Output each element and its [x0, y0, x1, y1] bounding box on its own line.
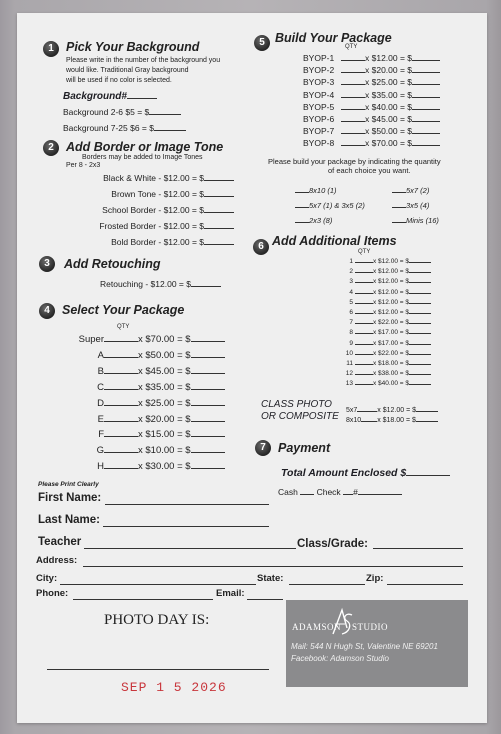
blank-line[interactable] [412, 137, 440, 146]
city-label: City: [36, 573, 58, 584]
package-label: A [97, 349, 104, 361]
select-package-heading: Select Your Package [62, 303, 185, 317]
additional-item-row[interactable] [341, 338, 431, 347]
byop-row[interactable] [303, 89, 440, 100]
package-row[interactable] [40, 349, 225, 361]
blank-line[interactable] [355, 378, 373, 385]
photo-day-line [47, 669, 269, 670]
school-border-label: School Border - $12.00 = $ [102, 205, 204, 215]
blank-line[interactable] [341, 137, 365, 146]
choice-5x7-label: 5x7 (2) [406, 186, 430, 195]
additional-items-heading: Add Additional Items [272, 234, 397, 248]
item-number: 2 [349, 268, 353, 276]
blank-line[interactable] [104, 349, 138, 358]
additional-item-row[interactable] [341, 368, 431, 377]
background-number-label: Background# [63, 91, 127, 102]
blank-line[interactable] [355, 327, 373, 334]
blank-line[interactable] [191, 428, 225, 437]
blank-line[interactable] [191, 460, 225, 469]
build-note-1: Please build your package by indicating the quantity [268, 157, 441, 166]
studio-mail-address: Mail: 544 N Hugh St, Valentine NE 69201 [291, 642, 438, 651]
step-3-badge: 3 [39, 256, 55, 272]
blank-line[interactable] [355, 317, 373, 324]
additional-item-row[interactable] [341, 358, 431, 367]
package-qty-header: QTY [117, 324, 130, 330]
blank-line[interactable] [412, 64, 440, 73]
item-number: 8 [349, 329, 353, 337]
blank-line[interactable] [409, 358, 431, 365]
byop-price: x $45.00 = $ [365, 114, 413, 124]
class-8x10-price: x $18.00 = $ [377, 417, 416, 424]
additional-item-row[interactable] [341, 297, 431, 306]
blank-line[interactable] [191, 381, 225, 390]
item-price: x $38.00 = $ [373, 370, 409, 378]
black-white-label: Black & White - $12.00 = $ [103, 173, 204, 183]
choice-2x3[interactable] [295, 214, 332, 225]
step-1-badge: 1 [43, 41, 59, 57]
teacher-label: Teacher [38, 536, 82, 548]
package-price: x $30.00 = $ [138, 461, 191, 473]
blank-line[interactable] [341, 113, 365, 122]
package-price: x $70.00 = $ [138, 334, 191, 345]
class-8x10-size: 8x10 [346, 417, 362, 424]
school-border-option[interactable] [40, 204, 234, 215]
address-input[interactable] [83, 566, 463, 567]
background-option-2-6-label: Background 2-6 $5 = $ [63, 107, 150, 117]
item-number: 11 [346, 360, 353, 367]
choice-8x10[interactable] [295, 184, 337, 195]
blank-line[interactable] [191, 444, 225, 453]
blank-line[interactable] [104, 365, 138, 374]
choice-3x5[interactable] [392, 199, 429, 210]
blank-line[interactable] [409, 327, 431, 334]
package-price: x $20.00 = $ [138, 413, 191, 425]
item-price: x $18.00 = $ [373, 360, 409, 367]
item-number: 5 [349, 298, 353, 306]
item-number: 10 [345, 349, 353, 357]
item-number: 7 [349, 319, 353, 327]
total-amount-label: Total Amount Enclosed $ [281, 467, 407, 479]
package-price: x $15.00 = $ [138, 429, 191, 441]
pick-background-heading: Pick Your Background [66, 40, 200, 54]
payment-heading: Payment [278, 441, 331, 455]
blank-line[interactable] [104, 444, 138, 453]
border-note-1: Borders may be added to Image Tones [82, 154, 203, 161]
step-7-badge: 7 [255, 440, 271, 456]
byop-row[interactable] [303, 52, 440, 63]
photo-day-label: PHOTO DAY IS: [104, 612, 210, 628]
byop-price: x $35.00 = $ [365, 89, 413, 100]
blank-line[interactable] [341, 52, 365, 61]
frosted-border-label: Frosted Border - $12.00 = $ [99, 221, 204, 231]
package-label: G [96, 445, 104, 457]
blank-line[interactable] [355, 256, 373, 263]
item-price: x $17.00 = $ [373, 329, 409, 337]
package-row[interactable] [40, 397, 225, 409]
additional-item-row[interactable] [341, 327, 431, 336]
blank-line[interactable] [409, 378, 431, 385]
byop-price: x $25.00 = $ [365, 77, 413, 88]
border-tone-heading: Add Border or Image Tone [66, 140, 224, 154]
package-price: x $25.00 = $ [138, 397, 191, 409]
item-number: 4 [349, 288, 353, 296]
item-number: 3 [349, 278, 353, 286]
item-price: x $12.00 = $ [373, 268, 409, 276]
package-label: C [97, 381, 104, 393]
additional-item-row[interactable] [341, 378, 431, 387]
last-name-label: Last Name: [38, 514, 100, 526]
item-number: 1 [349, 258, 353, 265]
phone-input[interactable] [73, 599, 213, 600]
byop-label: BYOP-2 [303, 65, 335, 76]
blank-line[interactable] [412, 113, 440, 122]
payment-method-field[interactable] [278, 486, 402, 497]
byop-label: BYOP-5 [303, 101, 335, 112]
state-input[interactable] [289, 584, 365, 585]
package-price: x $45.00 = $ [138, 365, 191, 377]
package-price: x $50.00 = $ [138, 349, 191, 361]
blank-line[interactable] [104, 428, 138, 437]
studio-name-left: ADAMSON [292, 622, 342, 632]
package-row[interactable] [40, 460, 225, 472]
blank-line[interactable] [409, 338, 431, 345]
class-5x7-price: x $12.00 = $ [377, 407, 417, 414]
item-number: 13 [345, 380, 353, 388]
blank-line[interactable] [412, 52, 440, 61]
package-label: H [97, 461, 104, 473]
blank-line[interactable] [409, 348, 431, 355]
byop-row[interactable] [303, 101, 440, 112]
choice-minis-label: Minis (16) [406, 216, 439, 225]
frosted-border-option[interactable] [40, 220, 234, 231]
byop-price: x $40.00 = $ [365, 101, 413, 112]
class-photo-label: CLASS PHOTO [261, 399, 332, 410]
byop-qty-header: QTY [345, 44, 358, 50]
city-input[interactable] [60, 584, 256, 585]
choice-5x7-3x5[interactable] [295, 199, 365, 210]
studio-name-right: STUDIO [352, 622, 388, 632]
step-6-badge: 6 [253, 239, 269, 255]
choice-minis[interactable] [392, 214, 439, 225]
additional-item-row[interactable] [341, 348, 431, 357]
item-price: x $22.00 = $ [373, 319, 409, 327]
zip-input[interactable] [387, 584, 463, 585]
blank-line[interactable] [341, 101, 365, 110]
background-number-field[interactable] [63, 90, 157, 102]
composite-label: OR COMPOSITE [261, 411, 339, 422]
blank-line[interactable] [191, 365, 225, 374]
byop-label: BYOP-1 [303, 53, 335, 63]
class-grade-label: Class/Grade: [297, 538, 368, 550]
byop-price: x $50.00 = $ [365, 126, 413, 137]
last-name-input[interactable] [103, 526, 269, 527]
blank-line[interactable] [412, 76, 440, 85]
byop-price: x $12.00 = $ [365, 53, 413, 63]
blank-line[interactable] [104, 381, 138, 390]
choice-8x10-label: 8x10 (1) [309, 186, 337, 195]
background-option-2-6[interactable] [63, 106, 181, 117]
email-label: Email: [216, 588, 245, 599]
blank-line[interactable] [355, 297, 373, 304]
blank-line[interactable] [409, 276, 431, 283]
blank-line[interactable] [341, 64, 365, 73]
zip-label: Zip: [366, 573, 384, 584]
first-name-label: First Name: [38, 492, 102, 504]
bold-border-option[interactable] [40, 236, 234, 247]
byop-price: x $70.00 = $ [365, 138, 413, 149]
retouching-label: Retouching - $12.00 = $ [100, 279, 191, 289]
blank-line[interactable] [412, 125, 440, 134]
blank-line[interactable] [355, 276, 373, 283]
package-row[interactable] [40, 381, 225, 393]
byop-row[interactable] [303, 64, 440, 75]
blank-line[interactable] [191, 333, 225, 342]
blank-line[interactable] [191, 397, 225, 406]
blank-line[interactable] [341, 125, 365, 134]
class-5x7-size: 5x7 [346, 407, 358, 414]
item-price: x $22.00 = $ [373, 349, 409, 357]
additional-item-row[interactable] [341, 256, 431, 265]
package-row[interactable] [40, 413, 225, 425]
address-label: Address: [36, 555, 78, 566]
byop-row[interactable] [303, 113, 440, 124]
items-qty-header: QTY [358, 249, 371, 255]
build-note-2: of each choice you want. [328, 166, 411, 175]
total-amount-field[interactable] [281, 467, 450, 479]
background-note-1: Please write in the number of the background you [66, 57, 221, 64]
step-4-badge: 4 [39, 303, 55, 319]
email-input[interactable] [247, 599, 283, 600]
byop-label: BYOP-4 [303, 89, 335, 100]
choice-5x7-3x5-label: 5x7 (1) & 3x5 (2) [309, 201, 365, 210]
package-row[interactable] [40, 365, 225, 377]
package-label: D [97, 397, 104, 409]
blank-line[interactable] [104, 413, 138, 422]
blank-line[interactable] [104, 397, 138, 406]
step-2-badge: 2 [43, 140, 59, 156]
blank-line[interactable] [409, 287, 431, 294]
blank-line[interactable] [191, 413, 225, 422]
blank-line[interactable] [409, 297, 431, 304]
blank-line[interactable] [409, 256, 431, 263]
class-photo-8x10-option[interactable] [346, 413, 438, 424]
first-name-input[interactable] [105, 504, 269, 505]
check-number-label: # [353, 487, 358, 497]
choice-2x3-label: 2x3 (8) [309, 216, 333, 225]
blank-line[interactable] [104, 333, 138, 342]
additional-item-row[interactable] [341, 317, 431, 326]
blank-line[interactable] [355, 307, 373, 314]
studio-facebook: Facebook: Adamson Studio [291, 654, 389, 663]
additional-item-row[interactable] [341, 266, 431, 275]
package-row[interactable] [40, 333, 225, 345]
class-grade-input[interactable] [373, 548, 463, 549]
byop-price: x $20.00 = $ [365, 65, 413, 76]
package-price: x $35.00 = $ [138, 381, 191, 393]
check-label: Check [316, 487, 341, 497]
item-number: 9 [349, 339, 353, 347]
package-label: E [97, 413, 104, 425]
blank-line[interactable] [412, 101, 440, 110]
retouching-heading: Add Retouching [64, 257, 161, 271]
blank-line[interactable] [341, 76, 365, 85]
date-stamp: SEP 1 5 2026 [121, 680, 227, 695]
border-note-2: Per 8 - 2x3 [66, 162, 101, 169]
additional-item-row[interactable] [341, 276, 431, 285]
byop-row[interactable] [303, 125, 440, 136]
blank-line[interactable] [104, 460, 138, 469]
blank-line[interactable] [355, 358, 373, 365]
blank-line[interactable] [409, 307, 431, 314]
item-price: x $12.00 = $ [373, 309, 409, 316]
additional-item-row[interactable] [341, 307, 431, 316]
package-label: F [98, 429, 104, 441]
state-label: State: [257, 573, 284, 584]
package-row[interactable] [40, 444, 225, 456]
package-label: B [97, 365, 104, 377]
item-price: x $12.00 = $ [373, 258, 409, 265]
background-note-2: would like. Traditional Gray background [66, 67, 189, 74]
background-note-3: will be used if no color is selected. [66, 77, 172, 84]
black-white-option[interactable] [40, 172, 234, 183]
byop-row[interactable] [303, 137, 440, 148]
blank-line[interactable] [355, 348, 373, 355]
build-package-heading: Build Your Package [275, 31, 392, 45]
bold-border-label: Bold Border - $12.00 = $ [111, 237, 204, 247]
byop-label: BYOP-6 [303, 114, 335, 124]
blank-line[interactable] [412, 89, 440, 98]
background-option-7-25[interactable] [63, 122, 186, 133]
package-row[interactable] [40, 428, 225, 440]
step-5-badge: 5 [254, 35, 270, 51]
phone-label: Phone: [36, 588, 69, 599]
blank-line[interactable] [355, 368, 373, 375]
item-number: 12 [345, 370, 353, 378]
cash-label: Cash [278, 487, 298, 497]
package-label: Super [78, 334, 104, 345]
teacher-input[interactable] [84, 548, 296, 549]
byop-label: BYOP-8 [303, 138, 335, 149]
brown-tone-option[interactable] [40, 188, 234, 199]
blank-line[interactable] [191, 349, 225, 358]
choice-5x7[interactable] [392, 184, 429, 195]
blank-line[interactable] [355, 338, 373, 345]
blank-line[interactable] [409, 317, 431, 324]
item-number: 6 [349, 309, 353, 316]
brown-tone-label: Brown Tone - $12.00 = $ [111, 189, 204, 199]
item-price: x $12.00 = $ [373, 278, 409, 286]
package-price: x $10.00 = $ [138, 445, 191, 457]
byop-label: BYOP-3 [303, 77, 335, 88]
blank-line[interactable] [409, 266, 431, 273]
background-option-7-25-label: Background 7-25 $6 = $ [63, 123, 154, 133]
item-price: x $12.00 = $ [373, 298, 409, 306]
blank-line[interactable] [341, 89, 365, 98]
retouching-option[interactable] [100, 278, 221, 289]
blank-line[interactable] [409, 368, 431, 375]
item-price: x $17.00 = $ [373, 339, 409, 347]
blank-line[interactable] [355, 266, 373, 273]
item-price: x $12.00 = $ [373, 288, 409, 296]
choice-3x5-label: 3x5 (4) [406, 201, 430, 210]
blank-line[interactable] [355, 287, 373, 294]
item-price: x $40.00 = $ [373, 380, 409, 388]
byop-label: BYOP-7 [303, 126, 335, 137]
additional-item-row[interactable] [341, 287, 431, 296]
byop-row[interactable] [303, 76, 440, 87]
print-clearly-note: Please Print Clearly [38, 481, 99, 488]
